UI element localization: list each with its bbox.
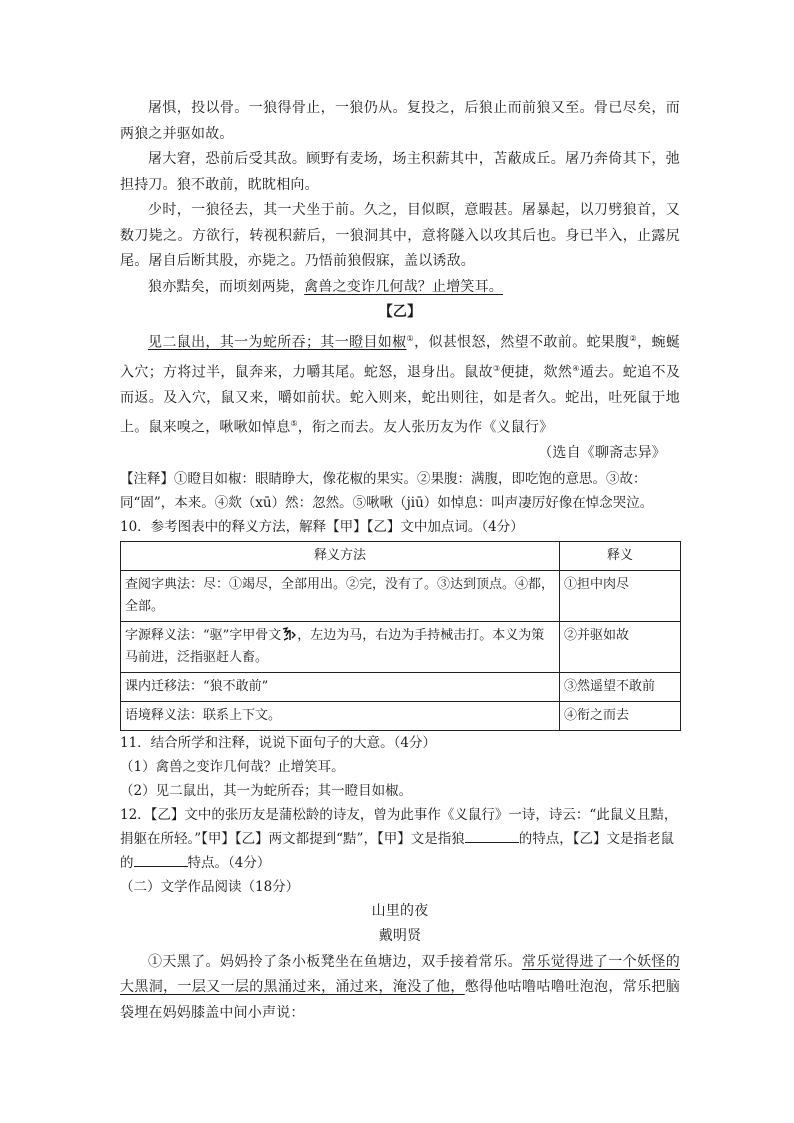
story-p1-text: ①天黑了。妈妈拎了条小板凳坐在鱼塘边，双手接着常乐。 — [148, 953, 522, 970]
yi-text-3: 便捷，欻然 — [500, 364, 573, 381]
yi-source: （选自《聊斋志异》 — [538, 445, 666, 462]
jia-p4-text: 狼亦黠矣，而顷刻两毙， — [148, 278, 305, 295]
oracle-bone-character-icon — [281, 626, 297, 644]
exam-page — [120, 96, 680, 1026]
method-cell: 课内迁移法：“狼不敢前” — [121, 672, 560, 701]
item-cell: ④衔之而去 — [560, 701, 681, 730]
question-10-stem: 10．参考图表中的释义方法，解释【甲】【乙】文中加点词。（4分） — [120, 518, 524, 535]
definition-table — [120, 541, 681, 731]
table-header-row — [121, 541, 681, 570]
q12-text-1: 12．【乙】文中的张历友是蒲松龄的诗友，曾为此事作《义鼠行》一诗，诗云：“此鼠义且黠，捐躯在所轻。”【甲】【乙】两文都提到“黠”，【甲】文是指狼 — [120, 806, 678, 847]
q12-text-2: 的特点，【乙】文是指老鼠的 — [120, 830, 674, 871]
jia-paragraph-4 — [120, 275, 680, 301]
question-11-sentence-2: （2）见二鼠出，其一为蛇所吞；其一瞪目如椒。 — [120, 782, 413, 799]
answer-blank[interactable] — [465, 828, 519, 843]
note-ref-4: ④ — [572, 363, 580, 373]
table-header-method: 释义方法 — [121, 541, 560, 570]
jia-paragraph-2: 屠大窘，恐前后受其敌。顾野有麦场，场主积薪其中，苫蔽成丘。屠乃奔倚其下，弛担持刀。狼不敢前，眈眈相向。 — [120, 151, 680, 193]
table-row — [121, 701, 681, 730]
story-p1-rest: 憋得他咕噜咕噜吐泡泡，常乐把脑袋埋在妈妈膝盖中间小声说： — [120, 979, 680, 1021]
note-ref-5: ⑤ — [290, 419, 298, 429]
method-cell: 查阅字典法：尽：①竭尽，全部用出。②完，没有了。③达到顶点。④都，全部。 — [121, 570, 560, 621]
story-paragraph-1 — [120, 950, 680, 1027]
note-ref-2: ② — [629, 333, 638, 343]
table-row — [121, 621, 681, 672]
story-p1-underlined: 常乐觉得进了一个妖怪的大黑洞，一层又一层的黑涌过来，涌过来，淹没了他， — [120, 953, 680, 996]
yi-text-1: ，似甚恨怒，然望不敢前。蛇果腹 — [414, 334, 630, 351]
yi-text-5: ，衔之而去。友人张历友为作《义鼠行》 — [297, 419, 554, 436]
method-cell: 语境释义法：联系上下文。 — [121, 701, 560, 730]
method-text-b: ，左边为马，右边为手持械击打。本义为策马前进，泛指驱赶人畜。 — [125, 627, 545, 665]
story-author: 戴明贤 — [378, 928, 422, 945]
note-ref-3: ③ — [492, 363, 501, 373]
story-title: 山里的夜 — [371, 902, 429, 919]
question-11-stem: 11．结合所学和注释，说说下面句子的大意。（4分） — [120, 734, 437, 751]
yi-underlined-sentence: 见二鼠出，其一为蛇所吞；其一瞪目如椒 — [148, 334, 407, 351]
section-heading: （二）文学作品阅读（18分） — [120, 878, 300, 895]
method-text-a: 字源释义法：“驱”字甲骨文 — [125, 627, 282, 643]
yi-heading: 【乙】 — [378, 304, 422, 320]
table-header-meaning: 释义 — [560, 541, 681, 570]
q12-text-3: 特点。（4分） — [187, 854, 271, 871]
yi-paragraph — [120, 326, 680, 442]
jia-paragraph-3: 少时，一狼径去，其一犬坐于前。久之，目似瞑，意暇甚。屠暴起，以刀劈狼首，又数刀毙之。方欲行，转视积薪后，一狼洞其中，意将隧入以攻其后也。身已半入，止露尻尾。屠自后断其股，亦毙之。乃悟前狼假寐，盖以诱敌。 — [120, 202, 680, 269]
item-cell: ②并驱如故 — [560, 621, 681, 672]
jia-paragraph-1: 屠惧，投以骨。一狼得骨止，一狼仍从。复投之，后狼止而前狼又至。骨已尽矣，而两狼之并驱如故。 — [120, 100, 680, 142]
method-cell — [121, 621, 560, 672]
answer-blank[interactable] — [134, 852, 188, 867]
note-ref-1: ① — [406, 333, 415, 343]
table-row — [121, 570, 681, 621]
annotations: 【注释】①瞪目如椒：眼睛睁大，像花椒的果实。②果腹：满腹，即吃饱的意思。③故：同“固”，本来。④欻（xū）然：忽然。⑤啾啾（jiū）如悼息：叫声凄厉好像在悼念哭泣。 — [120, 470, 654, 511]
yi-text-4: 遁去。蛇追不及而返。及入穴，鼠又来，嚼如前状。蛇入则来，蛇出则往，如是者久。蛇出，吐死鼠于地上。鼠来嗅之，啾啾如悼息 — [120, 364, 681, 436]
yi-text-2: ，蜿蜒入穴；方将过半，鼠奔来，力嚼其尾。蛇怒，退身出。鼠故 — [120, 334, 681, 381]
item-cell: ①担中肉尽 — [560, 570, 681, 621]
jia-p4-underlined: 禽兽之变诈几何哉？止增笑耳。 — [304, 278, 504, 295]
question-12 — [120, 803, 680, 875]
table-row — [121, 672, 681, 701]
item-cell: ③然遥望不敢前 — [560, 672, 681, 701]
question-11-sentence-1: （1）禽兽之变诈几何哉？止增笑耳。 — [120, 758, 345, 775]
